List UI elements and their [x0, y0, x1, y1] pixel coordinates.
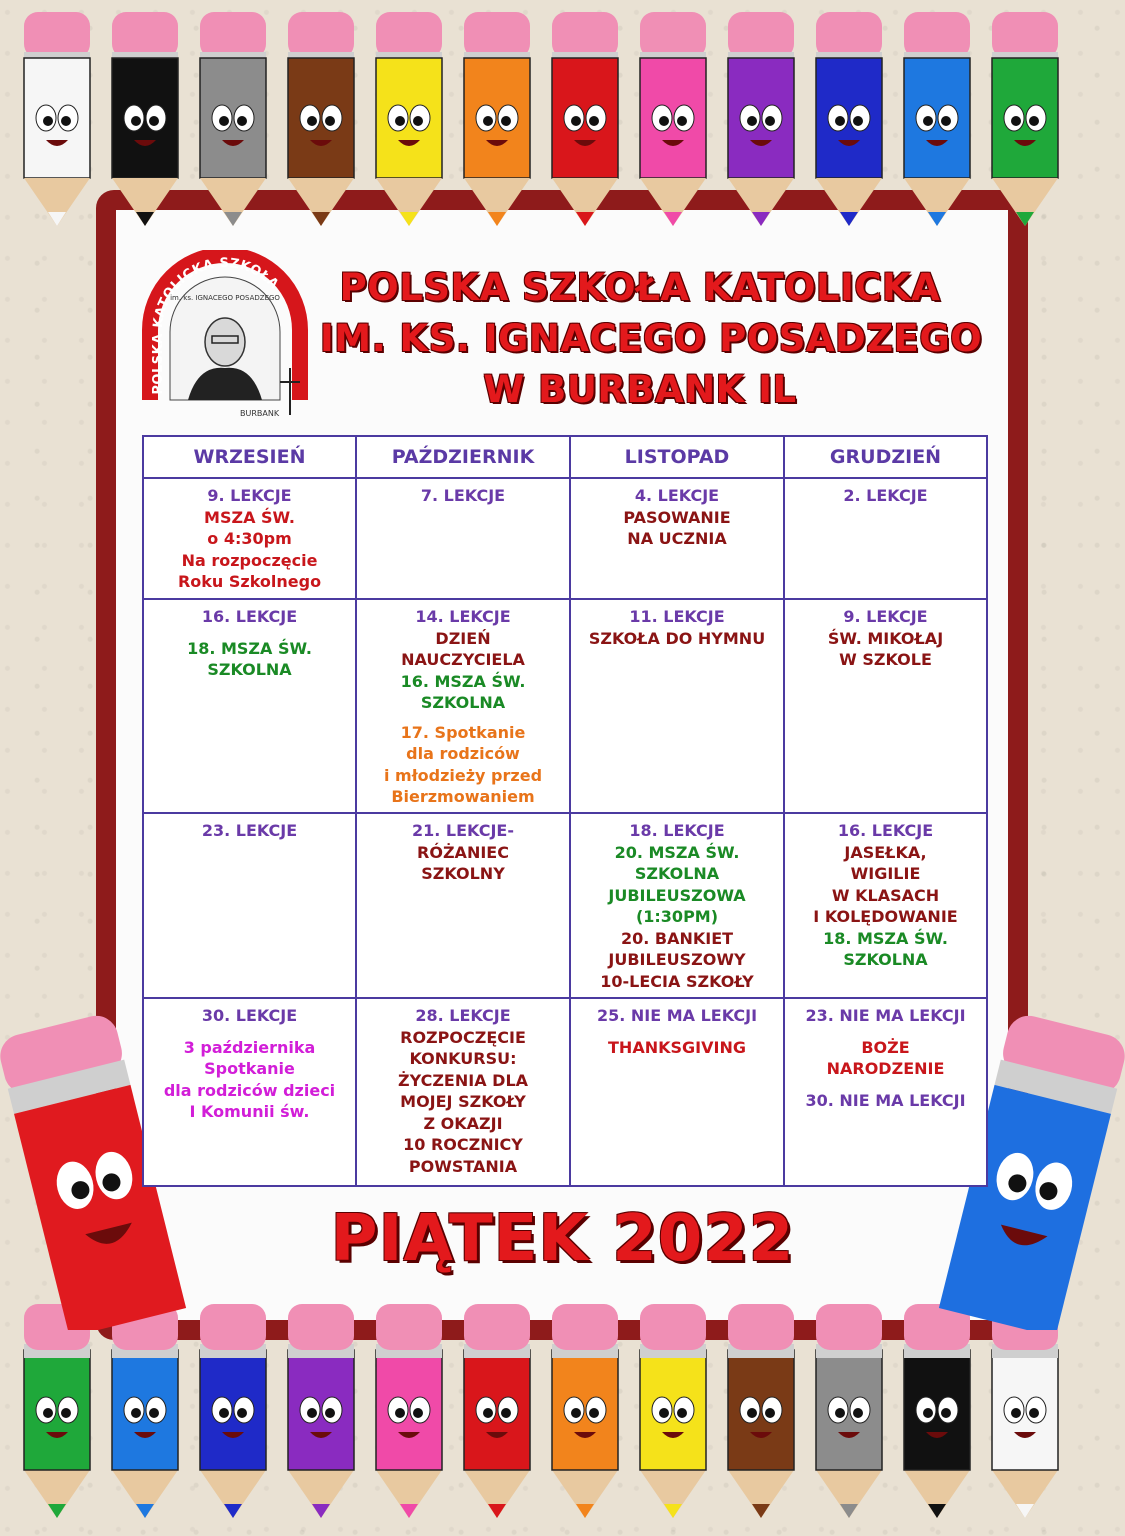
logo-city: BURBANK: [240, 409, 280, 418]
pencil-character-icon: [16, 1300, 98, 1520]
schedule-table: [142, 435, 988, 1187]
pencil-character-icon: [104, 8, 186, 228]
pencil-character-icon: [368, 8, 450, 228]
pencil-character-icon: [632, 8, 714, 228]
pencil-character-icon: [984, 1300, 1066, 1520]
cell-line: 25. NIE MA LEKCJI: [596, 1006, 758, 1025]
schedule-cell: [356, 998, 570, 1186]
cell-line: 11. LEKCJE: [629, 607, 725, 626]
cell-line: NA UCZNIA: [627, 529, 727, 548]
cell-line: 17. Spotkanie: [400, 722, 526, 742]
cell-line: 4. LEKCJE: [634, 486, 720, 505]
cell-line: KONKURSU:: [409, 1049, 517, 1068]
cell-line: I Komunii św.: [189, 1102, 310, 1121]
schedule-cell: [784, 599, 987, 813]
cell-line: Roku Szkolnego: [177, 572, 322, 591]
cell-line: 16. LEKCJE: [837, 821, 934, 840]
pencil-character-icon: [544, 1300, 626, 1520]
cell-spacer: [148, 1027, 351, 1037]
schedule-cell: [143, 599, 356, 813]
cell-line: 23. LEKCJE: [201, 821, 298, 840]
week-row: [143, 478, 987, 599]
pencil-character-icon: [104, 1300, 186, 1520]
logo-inner-text: im. ks. IGNACEGO POSADZEGO: [170, 294, 280, 302]
cell-spacer: [361, 714, 565, 722]
cell-line: MSZA ŚW.: [204, 507, 295, 527]
cell-line: MOJEJ SZKOŁY: [400, 1092, 526, 1111]
cell-line: ŻYCZENIA DLA: [397, 1070, 529, 1090]
school-logo: [140, 250, 310, 420]
week-row: [143, 813, 987, 998]
cell-line: PASOWANIE: [623, 507, 731, 527]
page-title: [320, 262, 983, 415]
cell-line: I KOLĘDOWANIE: [813, 907, 958, 926]
cell-line: SZKOLNA: [207, 660, 292, 679]
cell-line: ROZPOCZĘCIE: [400, 1027, 526, 1047]
cell-line: 9. LEKCJE: [207, 486, 292, 505]
cell-line: 3 października: [183, 1037, 316, 1057]
cell-line: JUBILEUSZOWY: [608, 950, 746, 969]
cell-line: o 4:30pm: [207, 529, 292, 548]
cell-line: SZKOLNA: [420, 693, 506, 712]
schedule-table-wrapper: [142, 435, 986, 1181]
pencil-character-icon: [720, 8, 802, 228]
cell-line: JASEŁKA,: [844, 842, 927, 862]
cell-line: 20. BANKIET: [620, 928, 734, 948]
cell-spacer: [789, 1027, 982, 1037]
cell-line: Na rozpoczęcie: [181, 550, 318, 570]
cell-line: i młodzieży przed: [383, 765, 543, 785]
pencil-character-icon: [544, 8, 626, 228]
cell-line: JUBILEUSZOWA: [608, 885, 746, 905]
schedule-cell: [570, 599, 784, 813]
schedule-cell: [784, 813, 987, 998]
cell-line: 16. MSZA ŚW.: [400, 671, 526, 691]
pencil-character-icon: [808, 8, 890, 228]
cell-line: Spotkanie: [204, 1059, 295, 1078]
title-line-2: IM. KS. IGNACEGO POSADZEGO: [320, 317, 983, 360]
month-header: GRUDZIEŃ: [784, 436, 987, 478]
cell-spacer: [575, 1027, 779, 1037]
cell-line: 2. LEKCJE: [843, 486, 928, 505]
schedule-cell: [143, 998, 356, 1186]
cell-line: 30. LEKCJE: [201, 1006, 298, 1025]
schedule-cell: [570, 478, 784, 599]
schedule-cell: [570, 813, 784, 998]
pencil-character-icon: [896, 1300, 978, 1520]
pencil-row-bottom: [0, 1300, 1125, 1520]
cell-line: 18. LEKCJE: [629, 821, 725, 840]
week-row: [143, 599, 987, 813]
pencil-row-top: [0, 8, 1125, 228]
cell-line: 10 ROCZNICY: [403, 1135, 523, 1154]
schedule-cell: [570, 998, 784, 1186]
pencil-character-icon: [456, 1300, 538, 1520]
cell-line: SZKOLNA: [843, 950, 928, 969]
cell-line: NAUCZYCIELA: [401, 650, 525, 669]
logo-arc-text: POLSKA KATOLICKA SZKOŁA: [150, 255, 282, 395]
cell-line: SZKOŁA DO HYMNU: [588, 628, 766, 648]
cell-line: W SZKOLE: [839, 650, 932, 669]
pencil-character-icon: [632, 1300, 714, 1520]
cell-line: dla rodziców: [406, 744, 520, 763]
cell-line: BOŻE: [861, 1037, 910, 1057]
title-line-3: W BURBANK IL: [483, 368, 797, 411]
cell-line: SZKOLNY: [421, 864, 505, 883]
pencil-character-icon: [896, 8, 978, 228]
cell-line: THANKSGIVING: [608, 1037, 746, 1057]
cell-line: 18. MSZA ŚW.: [187, 638, 312, 658]
cell-line: 21. LEKCJE-: [412, 821, 514, 840]
cell-line: 20. MSZA ŚW.: [614, 842, 740, 862]
pencil-character-icon: [368, 1300, 450, 1520]
cell-line: WIGILIE: [850, 864, 921, 883]
schedule-cell: [356, 813, 570, 998]
schedule-cell: [356, 599, 570, 813]
cell-line: 30. NIE MA LEKCJI: [805, 1090, 966, 1110]
month-header-row: [143, 436, 987, 478]
cell-line: Bierzmowaniem: [391, 787, 535, 806]
pencil-character-icon: [808, 1300, 890, 1520]
pencil-character-icon: [984, 8, 1066, 228]
cell-line: (1:30PM): [635, 907, 719, 926]
week-row: [143, 998, 987, 1186]
pencil-character-icon: [192, 8, 274, 228]
cell-line: RÓŻANIEC: [417, 842, 509, 862]
cell-line: POWSTANIA: [408, 1156, 518, 1176]
cell-line: 18. MSZA ŚW.: [823, 928, 948, 948]
cell-line: 7. LEKCJE: [420, 486, 506, 505]
pencil-character-icon: [456, 8, 538, 228]
cell-line: DZIEŃ: [435, 628, 491, 648]
cell-line: 10-LECIA SZKOŁY: [600, 971, 754, 991]
month-header: PAŹDZIERNIK: [356, 436, 570, 478]
schedule-cell: [784, 478, 987, 599]
cell-line: NARODZENIE: [826, 1059, 945, 1078]
cell-line: 28. LEKCJE: [415, 1006, 511, 1025]
cell-line: SZKOLNA: [634, 864, 720, 883]
pencil-character-icon: [16, 8, 98, 228]
schedule-cell: [143, 478, 356, 599]
footer-title: PIĄTEK 2022: [330, 1202, 795, 1276]
month-header: WRZESIEŃ: [143, 436, 356, 478]
cell-line: W KLASACH: [831, 885, 940, 905]
schedule-cell: [784, 998, 987, 1186]
cell-line: 23. NIE MA LEKCJI: [805, 1006, 966, 1025]
cell-spacer: [789, 1080, 982, 1090]
cell-line: 16. LEKCJE: [201, 607, 298, 626]
cell-line: 14. LEKCJE: [415, 607, 511, 626]
cell-line: dla rodziców dzieci: [163, 1080, 336, 1100]
pencil-character-icon: [720, 1300, 802, 1520]
cell-line: Z OKAZJI: [423, 1113, 503, 1133]
cell-line: ŚW. MIKOŁAJ: [827, 628, 944, 648]
schedule-cell: [143, 813, 356, 998]
cell-line: 9. LEKCJE: [843, 607, 928, 626]
month-header: LISTOPAD: [570, 436, 784, 478]
schedule-cell: [356, 478, 570, 599]
title-line-1: POLSKA SZKOŁA KATOLICKA: [339, 266, 941, 309]
pencil-character-icon: [280, 1300, 362, 1520]
pencil-character-icon: [192, 1300, 274, 1520]
pencil-character-icon: [280, 8, 362, 228]
cell-spacer: [148, 628, 351, 638]
